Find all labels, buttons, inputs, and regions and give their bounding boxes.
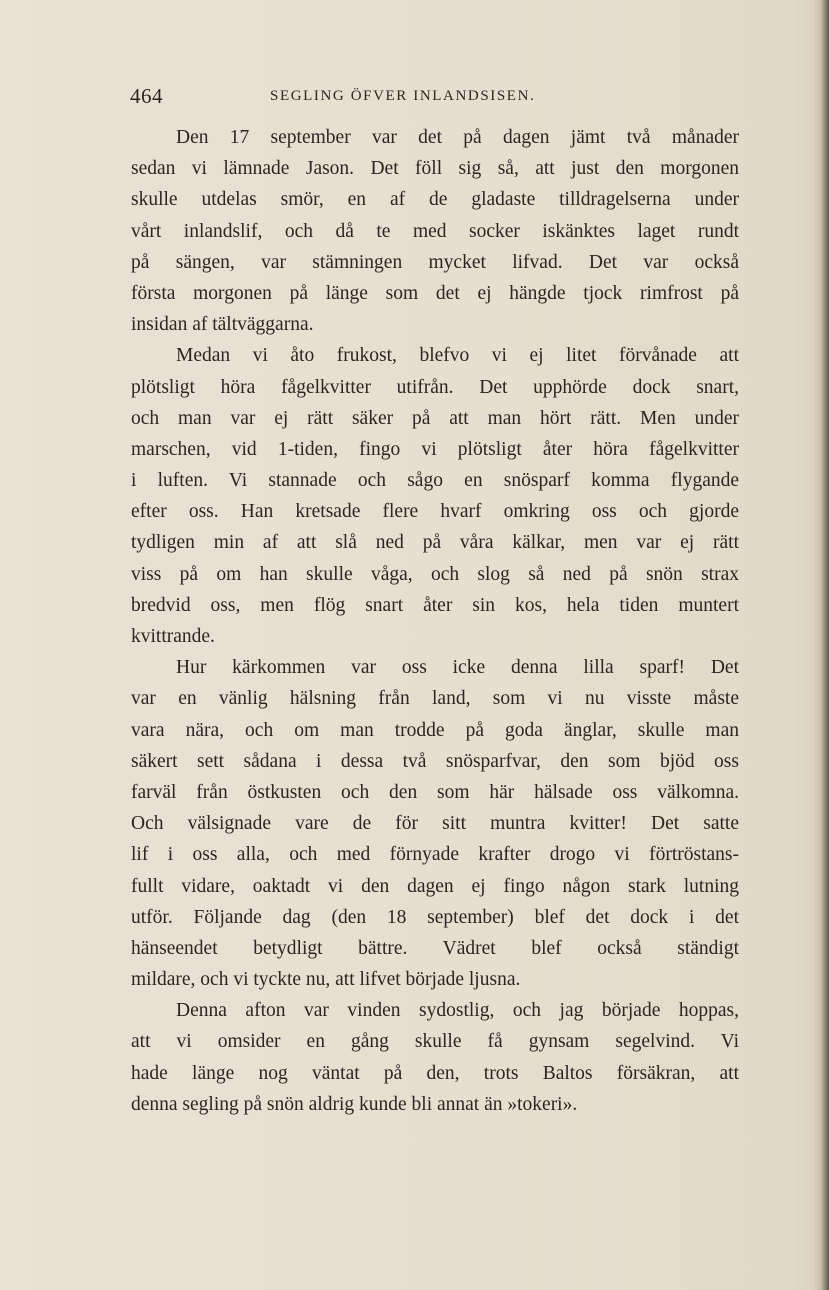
- text-line: säkert sett sådana i dessa två snösparfvar, den som bjöd oss: [131, 750, 739, 772]
- text-line: mildare, och vi tyckte nu, att lifvet började ljusna.: [131, 969, 521, 991]
- paragraph-4: [131, 995, 739, 1120]
- text-line: Medan vi åto frukost, blefvo vi ej litet förvånade att: [176, 345, 739, 367]
- body-text: [131, 122, 739, 1120]
- text-line: lif i oss alla, och med förnyade krafter drogo vi förtröstans-: [131, 844, 739, 866]
- text-line: första morgonen på länge som det ej hängde tjock rimfrost på: [131, 282, 739, 304]
- paragraph-1: [131, 122, 739, 340]
- page-edge-shadow: [815, 0, 829, 1290]
- text-line: denna segling på snön aldrig kunde bli annat än »tokeri».: [131, 1093, 578, 1115]
- text-line: sedan vi lämnade Jason. Det föll sig så, att just den morgonen: [131, 158, 739, 180]
- text-line: Hur kärkommen var oss icke denna lilla sparf! Det: [176, 657, 739, 679]
- text-line: Denna afton var vinden sydostlig, och jag började hoppas,: [176, 1000, 739, 1022]
- text-line: att vi omsider en gång skulle få gynsam segelvind. Vi: [131, 1031, 739, 1053]
- page-number: 464: [130, 84, 163, 108]
- text-line: farväl från östkusten och den som här hälsade oss välkomna.: [131, 781, 739, 803]
- text-line: fullt vidare, oaktadt vi den dagen ej fingo någon stark lutning: [131, 875, 739, 897]
- paragraph-2: [131, 340, 739, 652]
- text-line: insidan af tältväggarna.: [131, 314, 314, 336]
- text-line: vara nära, och om man trodde på goda änglar, skulle man: [131, 719, 739, 741]
- running-title: SEGLING ÖFVER INLANDSISEN.: [270, 88, 536, 104]
- text-line: i luften. Vi stannade och sågo en snösparf komma flygande: [131, 470, 739, 492]
- text-line: bredvid oss, men flög snart åter sin kos, hela tiden muntert: [131, 594, 739, 616]
- text-line: viss på om han skulle våga, och slog så ned på snön strax: [131, 563, 739, 585]
- running-head: [130, 84, 740, 112]
- text-line: skulle utdelas smör, en af de gladaste tilldragelserna under: [131, 189, 739, 211]
- text-line: på sängen, var stämningen mycket lifvad. Det var också: [131, 251, 739, 273]
- text-line: Den 17 september var det på dagen jämt två månader: [176, 127, 739, 148]
- text-line: vårt inlandslif, och då te med socker iskänktes laget rundt: [131, 220, 739, 242]
- text-line: tydligen min af att slå ned på våra kälkar, men var ej rätt: [131, 532, 739, 554]
- text-line: plötsligt höra fågelkvitter utifrån. Det upphörde dock snart,: [131, 376, 739, 398]
- text-line: Och välsignade vare de för sitt muntra kvitter! Det satte: [131, 813, 739, 835]
- text-line: hänseendet betydligt bättre. Vädret blef också ständigt: [131, 937, 739, 959]
- paragraph-3: [131, 652, 739, 995]
- text-line: efter oss. Han kretsade flere hvarf omkring oss och gjorde: [131, 501, 739, 523]
- text-line: utför. Följande dag (den 18 september) blef det dock i det: [131, 906, 739, 928]
- text-line: och man var ej rätt säker på att man hört rätt. Men under: [131, 407, 739, 429]
- text-line: marschen, vid 1-tiden, fingo vi plötsligt åter höra fågelkvitter: [131, 438, 739, 460]
- text-line: hade länge nog väntat på den, trots Baltos försäkran, att: [131, 1062, 739, 1084]
- text-line: kvittrande.: [131, 626, 215, 647]
- text-line: var en vänlig hälsning från land, som vi nu visste måste: [131, 688, 739, 710]
